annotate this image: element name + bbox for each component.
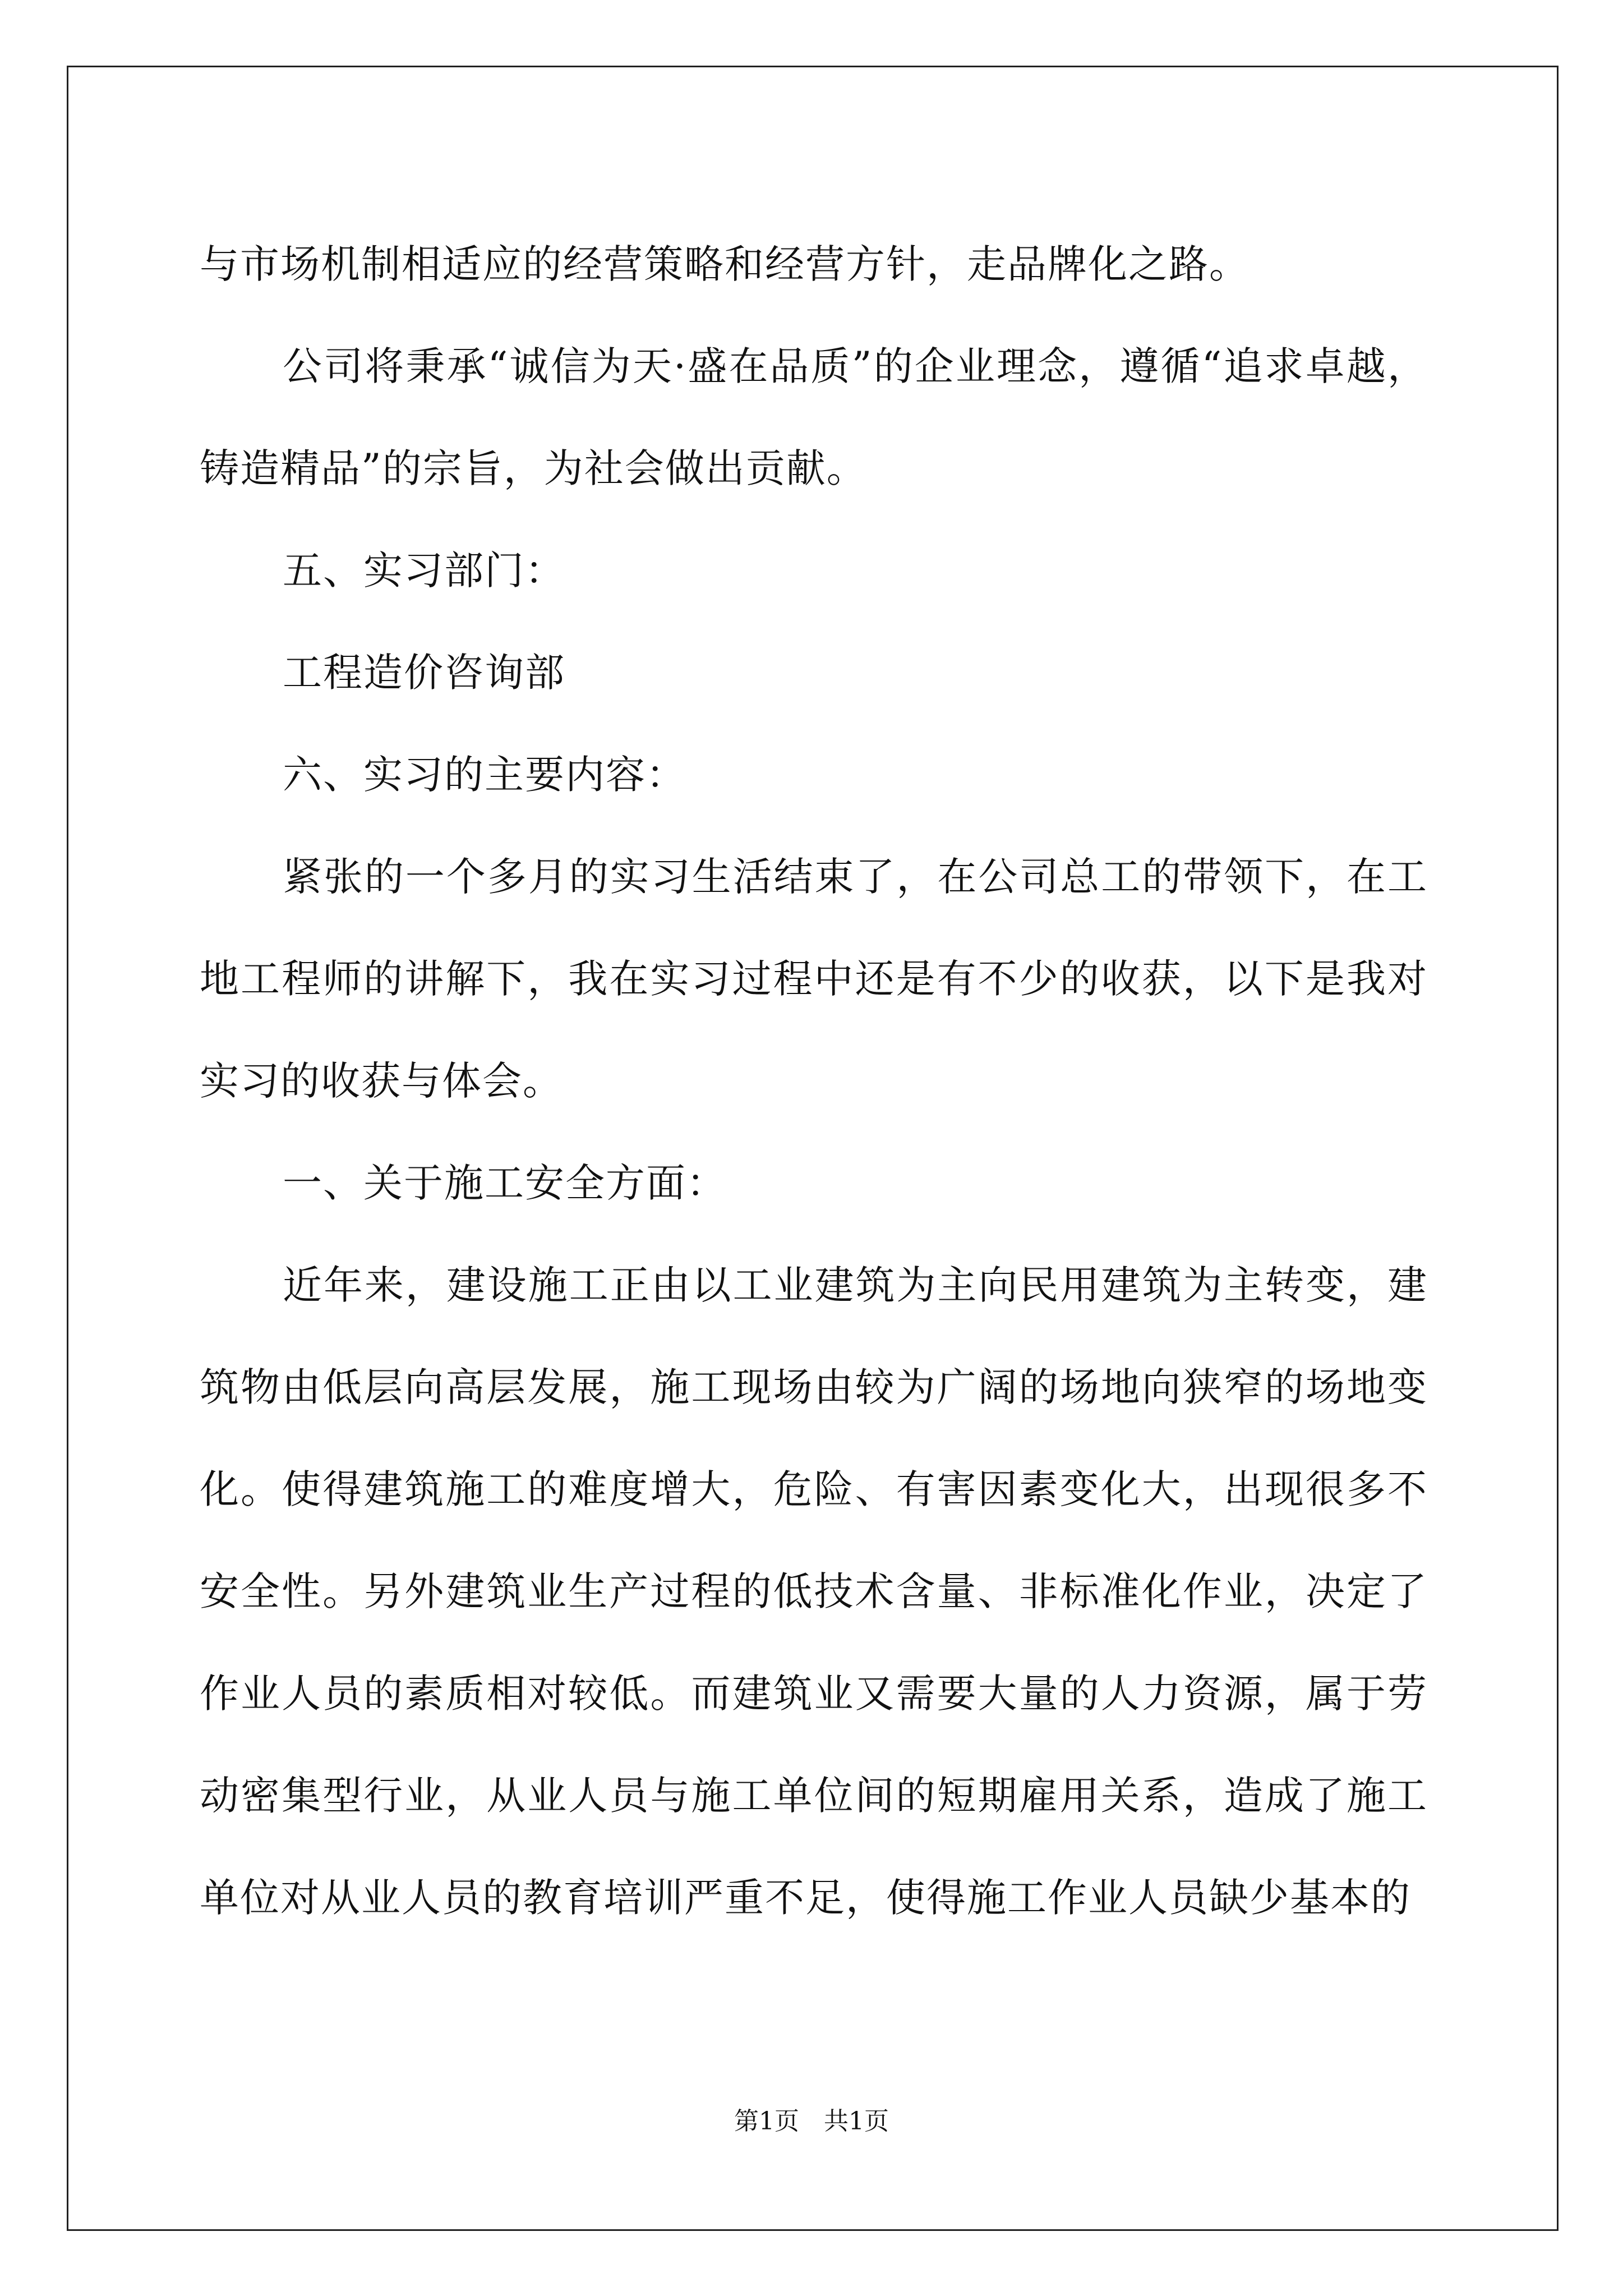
- page-number-footer: 第1页 共1页: [734, 2107, 889, 2136]
- section-heading-5: 五、实习部门：: [283, 547, 565, 593]
- document-body: [200, 213, 1428, 1949]
- paragraph-safety: 近年来，建设施工正由以工业建筑为主向民用建筑为主转变，建筑物由低层向高层发展，施工现场由较为广阔的场地向狭窄的场地变化。使得建筑施工的难度增大，危险、有害因素变化大，出现很多不安全性。另外建筑业生产过程的低技术含量、非标准化作业，决定了作业人员的素质相对较低。而建筑业又需要大量的人力资源，属于劳动密集型行业，从业人员与施工单位间的短期雇用关系，造成了施工单位对从业人员的教育培训严重不足，使得施工作业人员缺少基本的: [200, 1262, 1428, 1921]
- section-heading-6: 六、实习的主要内容：: [283, 752, 686, 798]
- paragraph-1: 与市场机制相适应的经营策略和经营方针，走品牌化之路。: [200, 241, 1249, 287]
- subsection-heading-1: 一、关于施工安全方面：: [283, 1160, 727, 1206]
- paragraph-department: 工程造价咨询部: [283, 650, 565, 696]
- paragraph-intro: 紧张的一个多月的实习生活结束了，在公司总工的带领下，在工地工程师的讲解下，我在实习过程中还是有不少的收获，以下是我对实习的收获与体会。: [200, 854, 1428, 1104]
- paragraph-2: 公司将秉承“诚信为天·盛在品质”的企业理念，遵循“追求卓越，铸造精品”的宗旨，为社会做出贡献。: [200, 343, 1428, 491]
